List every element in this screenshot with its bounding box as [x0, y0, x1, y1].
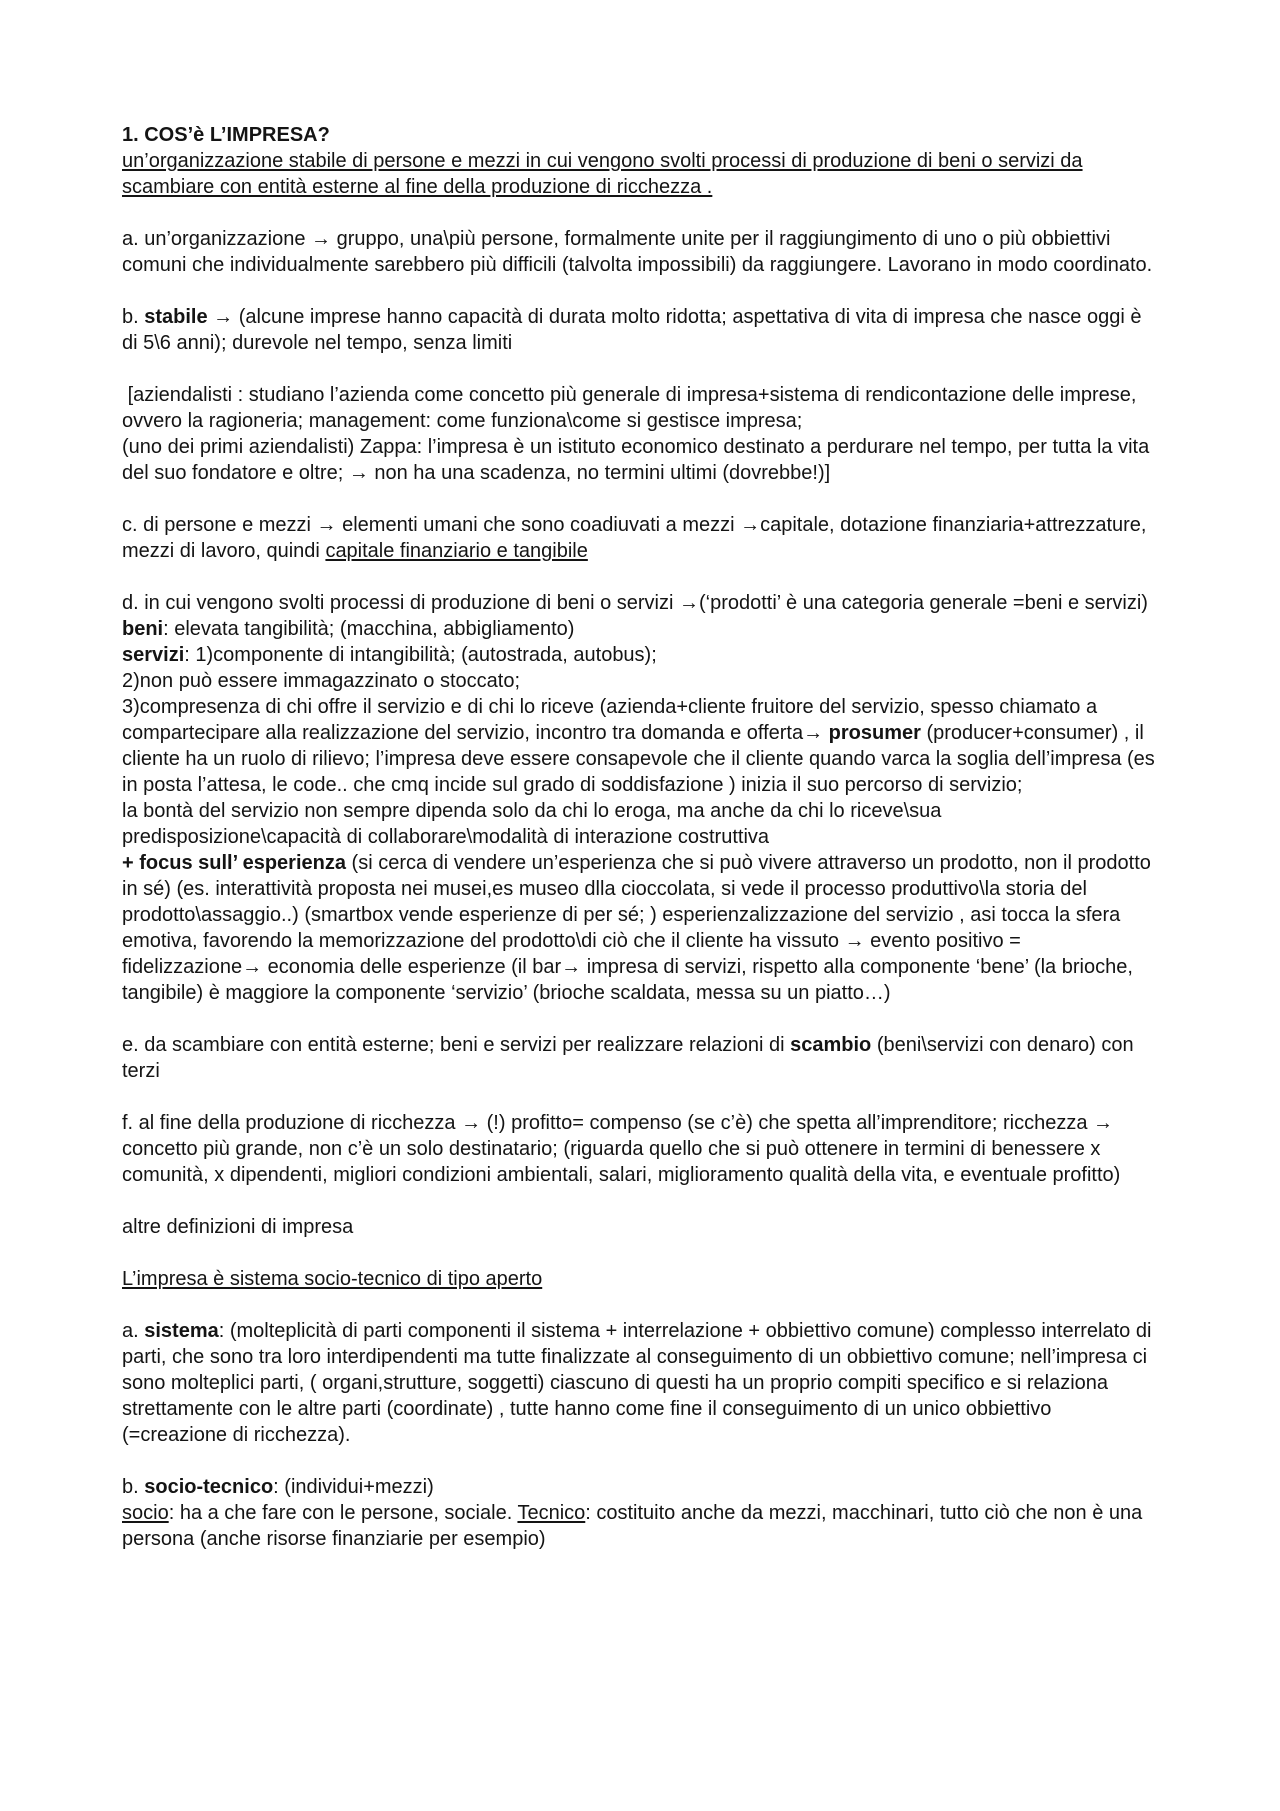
section-d-servizi: servizi: 1)componente di intangibilità; (autostrada, autobus); — [122, 644, 657, 666]
sistema-b-detail: socio: ha a che fare con le persone, sociale. Tecnico: costituito anche da mezzi, macchinari, tutto ciò che non è una persona (anche risorse finanziarie per esempio) — [122, 1502, 1143, 1550]
section-d-point2: 2)non può essere immagazzinato o stoccato; — [122, 670, 520, 692]
sistema-heading: L’impresa è sistema socio-tecnico di tipo aperto — [122, 1268, 543, 1290]
section-d: d. in cui vengono svolti processi di produzione di beni o servizi →(‘prodotti’ è una categoria generale =beni e servizi) beni: elevata tangibilità; (macchina, abbigliamento) — [122, 592, 1148, 640]
altre-definizioni: altre definizioni di impresa — [122, 1216, 354, 1238]
bracket-note-line1: [aziendalisti : studiano l’azienda come concetto più generale di impresa+sistema di rendicontazione delle imprese, ovvero la ragioneria; management: come funziona\come si gestisce impresa; — [122, 384, 1143, 432]
section-b: b. stabile → (alcune imprese hanno capacità di durata molto ridotta; aspettativa di vita di impresa che nasce oggi è di 5\6 anni); durevole nel tempo, senza limiti — [122, 306, 1142, 354]
section-d-focus: + focus sull’ esperienza (si cerca di vendere un’esperienza che si può vivere attraverso un prodotto, non il prodotto in sé) (es. interattività proposta nei musei,es museo dlla cioccolata, si vede il processo produttivo\la storia del prodotto\assaggio..) (smartbox vende esperienze di per sé; ) esperienzalizzazione del servizio , asi tocca la sfera emotiva, favorendo la memorizzazione del prodotto\di ciò che il cliente ha vissuto → evento positivo = fidelizzazione→ economia delle esperienze (il bar→ impresa di servizi, rispetto alla componente ‘bene’ (la brioche, tangibile) è maggiore la componente ‘servizio’ (brioche scaldata, messa su un piatto…) — [122, 852, 1151, 1004]
section-a: a. un’organizzazione → gruppo, una\più persone, formalmente unite per il raggiungimento di uno o più obbiettivi comuni che individualmente sarebbero più difficili (talvolta impossibili) da raggiungere. Lavorano in modo coordinato. — [122, 228, 1153, 276]
page-title: 1. COS’è L’IMPRESA? — [122, 124, 330, 146]
definition: un’organizzazione stabile di persone e mezzi in cui vengono svolti processi di produzione di beni o servizi da scambiare con entità esterne al fine della produzione di ricchezza . — [122, 150, 1083, 198]
section-c: c. di persone e mezzi → elementi umani che sono coadiuvati a mezzi →capitale, dotazione finanziaria+attrezzature, mezzi di lavoro, quindi capitale finanziario e tangibile — [122, 514, 1147, 562]
section-e: e. da scambiare con entità esterne; beni e servizi per realizzare relazioni di scambio (beni\servizi con denaro) con terzi — [122, 1034, 1134, 1082]
section-d-point3: 3)compresenza di chi offre il servizio e di chi lo riceve (azienda+cliente fruitore del servizio, spesso chiamato a compartecipare alla realizzazione del servizio, incontro tra domanda e offerta→ prosumer (producer+consumer) , il cliente ha un ruolo di rilievo; l’impresa deve essere consapevole che il cliente quando varca la soglia dell’impresa (es in posta l’attesa, le code.. che cmq incide sul grado di soddisfazione ) inizia il suo percorso di servizio; — [122, 696, 1155, 796]
bracket-note-line2: (uno dei primi aziendalisti) Zappa: l’impresa è un istituto economico destinato a perdurare nel tempo, per tutta la vita del suo fondatore e oltre; → non ha una scadenza, no termini ultimi (dovrebbe!)] — [122, 436, 1150, 484]
section-d-bonta: la bontà del servizio non sempre dipenda solo da chi lo eroga, ma anche da chi lo riceve\sua predisposizione\capacità di collaborare\modalità di interazione costruttiva — [122, 800, 942, 848]
sistema-a: a. sistema: (molteplicità di parti componenti il sistema + interrelazione + obbiettivo comune) complesso interrelato di parti, che sono tra loro interdipendenti ma tutte finalizzate al conseguimento di un obbiettivo comune; nell’impresa ci sono molteplici parti, ( organi,strutture, soggetti) ciascuno di questi ha un proprio compiti specifico e si relaziona strettamente con le altre parti (coordinate) , tutte hanno come fine il conseguimento di un unico obbiettivo (=creazione di ricchezza). — [122, 1320, 1152, 1446]
sistema-b: b. socio-tecnico: (individui+mezzi) — [122, 1476, 434, 1498]
section-f: f. al fine della produzione di ricchezza → (!) profitto= compenso (se c’è) che spetta all’imprenditore; ricchezza → concetto più grande, non c’è un solo destinatario; (riguarda quello che si può ottenere in termini di benessere x comunità, x dipendenti, migliori condizioni ambientali, salari, miglioramento qualità della vita, e eventuale profitto) — [122, 1112, 1121, 1186]
